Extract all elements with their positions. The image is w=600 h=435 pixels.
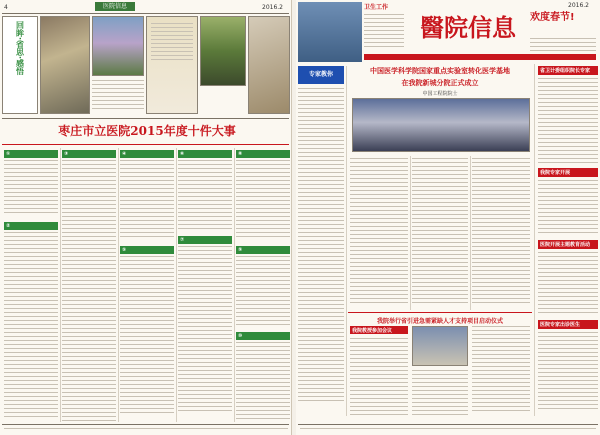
right-head-4: 医院专家出诊医生 [538,320,598,329]
issue-date: 2016.2 [262,4,283,11]
item-text-9 [236,256,290,328]
footer-line [300,428,596,432]
masthead-info [530,38,596,54]
item-head-3: ③ [62,150,116,158]
main-col-2 [412,158,468,306]
main-photo-meeting [352,98,530,152]
poem-box [146,16,198,114]
item-head-10: ⑩ [236,332,290,340]
page-number: 4 [4,4,8,11]
right-text-1 [538,78,598,166]
photo-landscape [248,16,290,114]
item-head-6: ⑥ [178,150,232,158]
bottom-left-head: 我院教授参加会议 [350,326,408,334]
item-head-2: ② [4,222,58,230]
item-text-8 [236,160,290,240]
photo-text-block [92,80,144,112]
item-text-3 [62,160,116,424]
item-head-7: ⑦ [178,236,232,244]
right-head-1: 省卫计委组织院长专家 [538,66,598,75]
right-text-4 [538,332,598,412]
bottom-headline: 我院举行省引进急需紧缺人才支持项目启动仪式 [376,318,503,325]
main-col-1 [350,158,408,306]
right-issue-date: 2016.2 [568,2,589,9]
footer-line [4,428,288,432]
item-text-7 [178,246,232,414]
masthead-title: 醫院信息 [420,13,516,42]
right-page [296,0,600,435]
item-head-5: ⑤ [120,246,174,254]
vertical-caption: 回眸·省思·感悟 [15,21,25,76]
item-text-4 [120,160,174,240]
bottom-col-3 [472,326,530,414]
item-head-4: ④ [120,150,174,158]
item-text-6 [178,160,232,232]
bottom-col-2 [412,370,468,418]
photo-rock-garden [40,16,90,114]
item-text-10 [236,342,290,422]
sidebar-text-top [298,88,344,404]
item-head-9: ⑨ [236,246,290,254]
masthead-small-block [364,2,406,62]
main-headline-2: 在我院新城分院正式成立 [401,79,479,87]
bottom-photo [412,326,468,366]
photo-portrait [200,16,246,86]
right-head-3: 医院开展主题教育活动 [538,240,598,249]
photo-flowers [92,16,144,76]
item-head-1: ① [4,150,58,158]
item-text-2 [4,232,58,420]
masthead-index [364,14,404,50]
section-title: 医院信息 [95,2,135,11]
masthead-small: 卫生工作 [364,4,389,11]
left-page [0,0,292,435]
sub-headline: 中国工程院院士 [422,91,458,97]
main-headline: 中国医学科学院国家重点实验室转化医学基地 [370,67,510,75]
item-head-8: ⑧ [236,150,290,158]
masthead-greeting: 欢度春节! [530,12,575,23]
main-headline: 枣庄市立医院2015年度十件大事 [58,124,236,138]
bottom-col-1 [350,338,408,418]
sidebar-title: 专家教你 [298,66,344,84]
right-text-2 [538,180,598,236]
masthead-photo [298,2,362,62]
main-col-3 [472,158,530,306]
right-text-3 [538,252,598,316]
vertical-caption-box [2,16,38,114]
right-head-2: 我院专家开展 [538,168,598,177]
item-text-1 [4,160,58,216]
item-text-5 [120,256,174,416]
masthead-bar [364,54,596,60]
